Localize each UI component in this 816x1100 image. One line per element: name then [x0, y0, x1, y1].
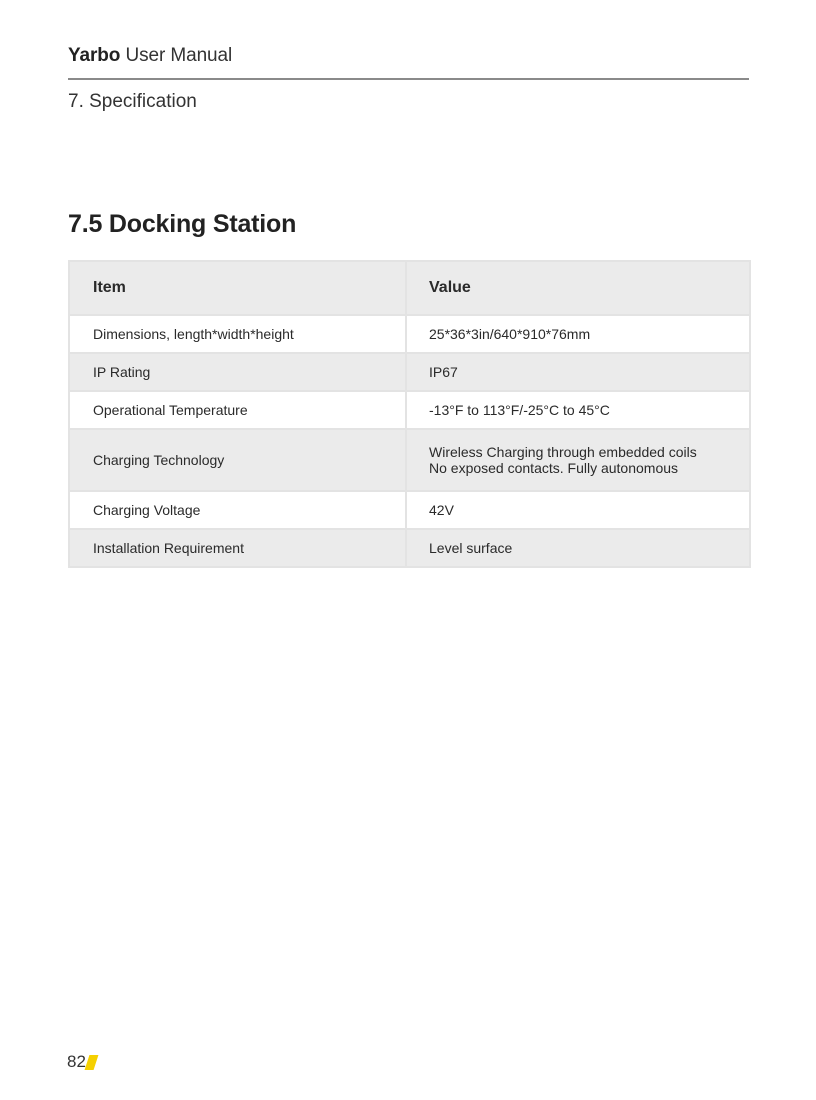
row-value-line: 25*36*3in/640*910*76mm — [429, 326, 591, 342]
column-header-value: Value — [406, 261, 750, 315]
table-row — [69, 529, 750, 567]
column-header-item: Item — [69, 261, 406, 315]
row-value — [406, 529, 750, 567]
row-value — [406, 353, 750, 391]
header-title — [68, 44, 749, 68]
header-brand: Yarbo — [68, 45, 121, 66]
row-value — [406, 429, 750, 491]
table-row — [69, 429, 750, 491]
table-row — [69, 353, 750, 391]
row-item: IP Rating — [69, 353, 406, 391]
row-value-line: Wireless Charging through embedded coils — [429, 444, 697, 460]
row-value-line: No exposed contacts. Fully autonomous — [429, 460, 679, 476]
page-header — [68, 44, 749, 68]
row-value-line: IP67 — [429, 364, 458, 380]
row-value-line: Level surface — [429, 540, 513, 556]
row-item: Operational Temperature — [69, 391, 406, 429]
table-row — [69, 315, 750, 353]
row-item: Dimensions, length*width*height — [69, 315, 406, 353]
row-item: Charging Voltage — [69, 491, 406, 529]
page-accent-mark — [84, 1055, 98, 1070]
row-value-line: 42V — [429, 502, 454, 518]
row-value — [406, 315, 750, 353]
row-value — [406, 491, 750, 529]
section-title: 7.5 Docking Station — [68, 210, 297, 238]
row-item: Charging Technology — [69, 429, 406, 491]
spec-table — [68, 260, 751, 568]
page-footer — [67, 1051, 96, 1073]
table-row — [69, 391, 750, 429]
table-header-row — [69, 261, 750, 315]
page-number: 82 — [67, 1052, 86, 1071]
row-value — [406, 391, 750, 429]
chapter-title: 7. Specification — [68, 91, 197, 112]
row-item: Installation Requirement — [69, 529, 406, 567]
header-subtitle: User Manual — [125, 45, 233, 66]
table-row — [69, 491, 750, 529]
row-value-line: -13°F to 113°F/-25°C to 45°C — [429, 402, 610, 418]
header-divider — [68, 78, 749, 80]
